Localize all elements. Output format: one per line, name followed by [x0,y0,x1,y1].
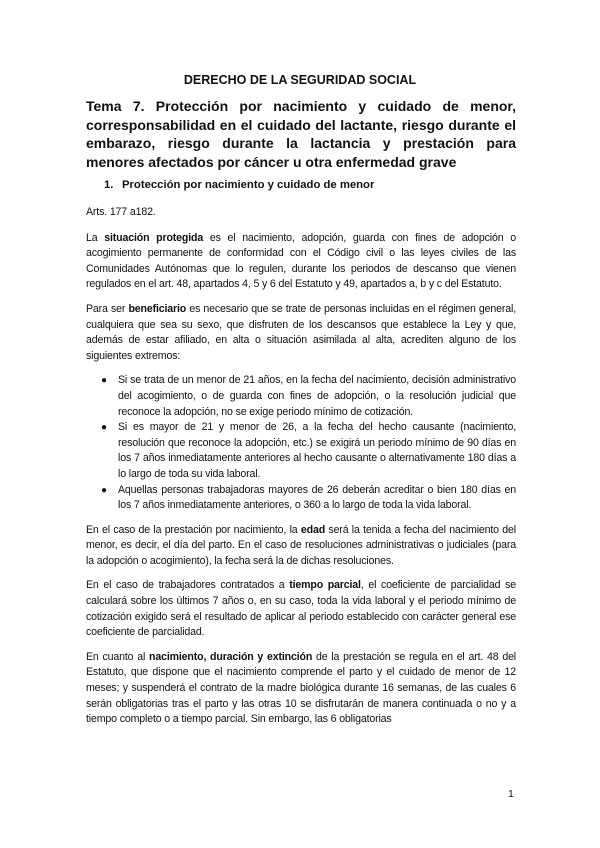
p2-post: es necesario que se trate de personas incluidas en el régimen general, cualquiera que sea su sexo, que disfruten de los descansos que establece la Ley y que, además de estar afiliado, en alta o situación asimilada al alta, acrediten alguno de los siguientes extremos: [86,302,516,362]
section-title [104,179,524,191]
list-item [101,483,516,514]
paragraph-tiempo-parcial [86,578,516,640]
section-title-text: Protección por nacimiento y cuidado de menor [122,179,375,191]
list-item-text: Si se trata de un menor de 21 años, en la fecha del nacimiento, decisión administrativo del acogimiento, o de guarda con fines de adopción, o la resolución judicial que reconoce la adopción, no se exige periodo mínimo de cotización. [118,374,516,418]
list-item [101,420,516,482]
p2-bold: beneficiario [128,302,187,315]
bullet-icon: ● [101,422,107,434]
p4-bold: tiempo parcial [289,579,361,592]
p5-post: de la prestación se regula en el art. 48 del Estatuto, que dispone que el nacimiento comprende el parto y el cuidado de menor de 12 meses; y suspenderá el contrato de la madre biológica durante 16 semanas, de las cuales 6 serán obligatorias tras el parto y las otras 10 se disfrutarán de manera continuada o no y a tiempo completo o a tiempo parcial. Sin embargo, las 6 obligatorias [86,650,517,726]
p3-post: será la tenida a fecha del nacimiento del menor, es decir, el día del parto. En el caso de resoluciones administrativas o judiciales (para la adopción o acogimiento), la fecha será la de dichas resoluciones. [86,523,516,567]
p1-bold: situación protegida [104,231,204,244]
p5-bold: nacimiento, duración y extinción [149,650,313,663]
bullet-icon: ● [101,484,107,496]
list-item-text: Aquellas personas trabajadoras mayores de 26 deberán acreditar o bien 180 días en los 7 años inmediatamente anteriores, o 360 a lo largo de toda la vida laboral. [118,483,516,512]
list-item [101,373,516,420]
p1-pre: La [86,231,105,244]
p3-bold: edad [300,523,326,536]
paragraph-nacimiento-duracion [86,650,516,728]
p4-post: , el coeficiente de parcialidad se calculará sobre los últimos 7 años o, en su caso, toda la vida laboral y el periodo mínimo de cotización exigido será el resultado de aplicar al periodo establecido con carácter general ese coeficiente de parcialidad. [86,579,516,639]
p2-pre: Para ser [86,302,129,315]
document-body [86,205,516,737]
topic-title: Tema 7. Protección por nacimiento y cuidado de menor, corresponsabilidad en el cuidado del lactante, riesgo durante el embarazo, riesgo durante la lactancia y prestación para menores afectados por cáncer u otra enfermedad grave [86,98,516,170]
section-number: 1. [104,179,114,191]
articles-reference: Arts. 177 a182. [86,206,156,218]
list-item-text: Si es mayor de 21 y menor de 26, a la fecha del hecho causante (nacimiento, resolución que reconoce la adopción, etc.) se exigirá un periodo mínimo de 90 días en los 7 años inmediatamente anteriores al hecho causante o alternativamente 180 días a lo largo de toda su vida laboral. [118,421,516,480]
document-heading: DERECHO DE LA SEGURIDAD SOCIAL [183,73,417,87]
p4-pre: En el caso de trabajadores contratados a [86,579,290,592]
requirements-list [86,373,516,513]
paragraph-beneficiario [86,302,516,364]
paragraph-situacion-protegida [86,231,516,293]
p5-pre: En cuanto al [86,650,150,663]
bullet-icon: ● [101,375,107,387]
p1-post: es el nacimiento, adopción, guarda con fines de adopción o acogimiento permanente de conformidad con el Código civil o las leyes civiles de las Comunidades Autónomas que lo regulen, durante los periodos de descanso que vienen regulados en el art. 48, apartados 4, 5 y 6 del Estatuto y 49, apartados a, b y c del Estatuto. [86,231,516,291]
p3-pre: En el caso de la prestación por nacimiento, la [86,523,301,536]
paragraph-edad [86,523,516,570]
page-number: 1 [508,788,514,800]
